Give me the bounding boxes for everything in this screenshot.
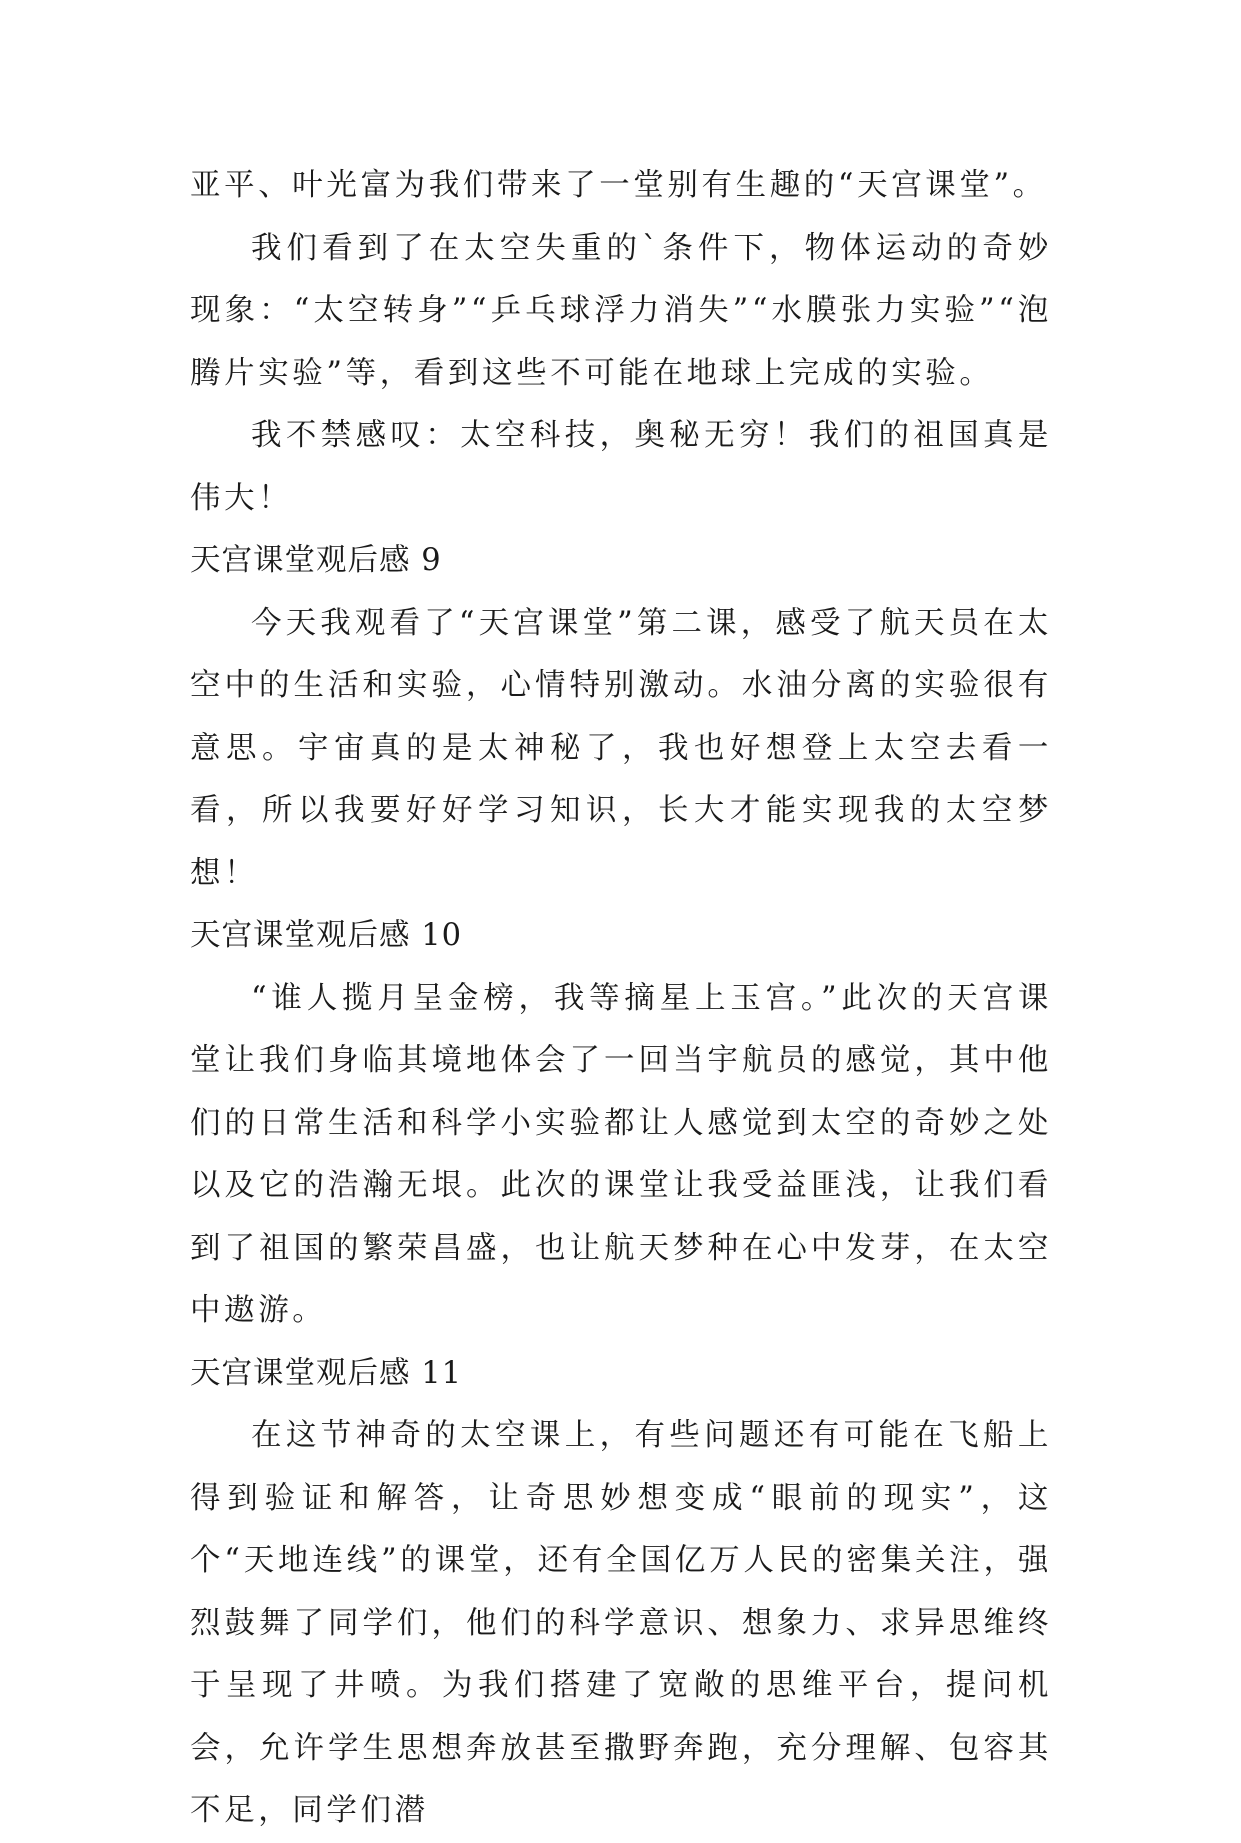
paragraph: 我不禁感叹：太空科技，奥秘无穷！我们的祖国真是伟大！ (190, 418, 1052, 516)
document-body (190, 155, 1052, 1843)
section-heading: 天宫课堂观后感 11 (190, 1355, 463, 1391)
paragraph: 在这节神奇的太空课上，有些问题还有可能在飞船上得到验证和解答，让奇思妙想变成“眼前的现实”，这个“天地连线”的课堂，还有全国亿万人民的密集关注，强烈鼓舞了同学们，他们的科学意识、想象力、求异思维终于呈现了井喷。为我们搭建了宽敞的思维平台，提问机会，允许学生思想奔放甚至撒野奔跑，充分理解、包容其不足，同学们潜 (190, 1418, 1052, 1828)
section-heading: 天宫课堂观后感 9 (190, 543, 442, 578)
section-heading: 天宫课堂观后感 10 (190, 918, 463, 953)
paragraph-continuation: 亚平、叶光富为我们带来了一堂别有生趣的“天宫课堂”。 (190, 168, 1047, 203)
paragraph: “谁人揽月呈金榜，我等摘星上玉宫。”此次的天宫课堂让我们身临其境地体会了一回当宇航员的感觉，其中他们的日常生活和科学小实验都让人感觉到太空的奇妙之处以及它的浩瀚无垠。此次的课堂让我受益匪浅，让我们看到了祖国的繁荣昌盛，也让航天梦种在心中发芽，在太空中遨游。 (190, 980, 1052, 1328)
paragraph: 今天我观看了“天宫课堂”第二课，感受了航天员在太空中的生活和实验，心情特别激动。水油分离的实验很有意思。宇宙真的是太神秘了，我也好想登上太空去看一看，所以我要好好学习知识，长大才能实现我的太空梦想！ (190, 605, 1052, 891)
paragraph: 我们看到了在太空失重的`条件下，物体运动的奇妙现象：“太空转身”“乒乓球浮力消失”“水膜张力实验”“泡腾片实验”等，看到这些不可能在地球上完成的实验。 (190, 230, 1052, 391)
